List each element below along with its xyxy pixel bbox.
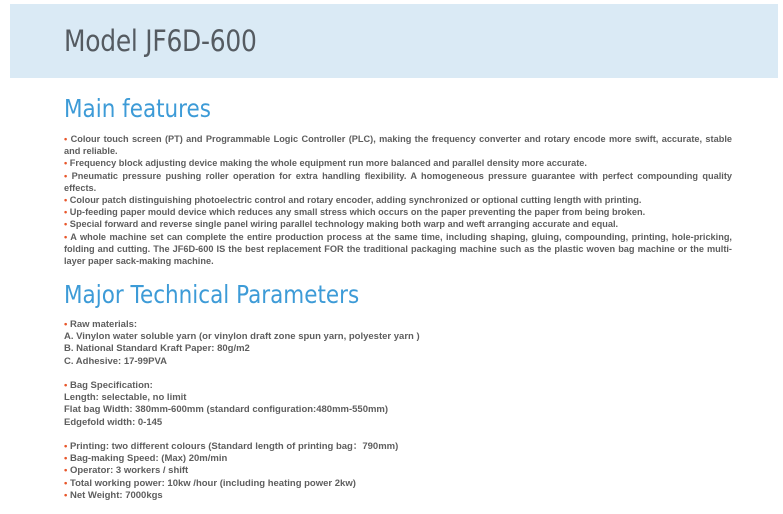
bullet-icon: • (64, 465, 68, 477)
bullet-icon: • (64, 219, 68, 230)
bullet-icon: • (64, 453, 68, 465)
main-features-list (64, 133, 732, 267)
spec-line (64, 490, 732, 502)
feature-text: Frequency block adjusting device making the whole equipment run more balanced and parallel density more accurate. (69, 158, 587, 169)
param-heading-text: Bag Specification: (69, 380, 153, 391)
bullet-icon: • (64, 158, 68, 169)
spec-text: Operator: 3 workers / shift (69, 465, 189, 477)
feature-text: Colour touch screen (PT) and Programmable Logic Controller (PLC), making the frequency converter and rotary encode more swift, accurate, stable and reliable. (64, 134, 732, 157)
raw-materials-heading (64, 319, 732, 331)
main-features-title: Main features (64, 94, 211, 123)
feature-text: Pneumatic pressure pushing roller operation for extra handling flexibility. A homogeneous pressure guarantee with perfect compounding quality effects. (64, 170, 732, 193)
feature-item (64, 206, 732, 218)
bag-spec-line: Edgefold width: 0-145 (64, 416, 163, 428)
bullet-icon: • (64, 380, 68, 391)
spec-text: Printing: two different colours (Standard length of printing bag：790mm) (69, 441, 399, 452)
spacer (64, 429, 732, 441)
raw-material-line: B. National Standard Kraft Paper: 80g/m2 (64, 343, 250, 355)
technical-parameters-body (64, 319, 732, 502)
feature-text: Colour patch distinguishing photoelectric control and rotary encoder, adding synchronized or optional cutting length with printing. (69, 195, 642, 206)
spacer (64, 368, 732, 380)
spec-text: Bag-making Speed: (Max) 20m/min (69, 453, 228, 465)
raw-material-line: C. Adhesive: 17-99PVA (64, 355, 167, 367)
bullet-icon: • (64, 195, 68, 206)
feature-item (64, 231, 732, 268)
bullet-icon: • (64, 231, 68, 242)
raw-material-line: A. Vinylon water soluble yarn (or vinylon draft zone spun yarn, polyester yarn ) (64, 331, 420, 343)
feature-text: Up-feeding paper mould device which reduces any small stress which occurs on the paper preventing the paper from being broken. (69, 207, 646, 218)
bullet-icon: • (64, 319, 68, 330)
bullet-icon: • (64, 477, 68, 489)
bullet-icon: • (64, 134, 68, 144)
header-banner (10, 4, 778, 78)
spec-line (64, 478, 732, 490)
feature-item (64, 133, 732, 157)
feature-item (64, 170, 732, 194)
feature-item (64, 194, 732, 206)
feature-item (64, 218, 732, 230)
param-heading-text: Raw materials: (69, 319, 138, 330)
spec-text: Net Weight: 7000kgs (69, 489, 163, 501)
bag-specification-heading (64, 380, 732, 392)
feature-item (64, 157, 732, 169)
spec-text: Total working power: 10kw /hour (including heating power 2kw) (69, 477, 356, 489)
spec-line (64, 441, 732, 453)
feature-text: Special forward and reverse single panel wiring parallel technology making both warp and weft arranging accurate and equal. (69, 219, 619, 230)
bullet-icon: • (64, 170, 68, 181)
spec-line (64, 453, 732, 465)
bullet-icon: • (64, 489, 68, 501)
bag-spec-line: Length: selectable, no limit (64, 392, 187, 404)
model-title: Model JF6D-600 (64, 24, 257, 58)
bag-spec-line: Flat bag Width: 380mm-600mm (standard configuration:480mm-550mm) (64, 404, 389, 416)
feature-text: A whole machine set can complete the entire production process at the same time, including shaping, gluing, compounding, printing, hole-pricking, folding and cutting. The JF6D-600 IS the best replacement FOR the traditional packaging machine such as the plastic woven bag machine or the multi-layer paper sack-making machine. (64, 231, 732, 267)
spec-line (64, 465, 732, 477)
bullet-icon: • (64, 207, 68, 218)
technical-parameters-title: Major Technical Parameters (64, 280, 360, 309)
bullet-icon: • (64, 441, 68, 452)
